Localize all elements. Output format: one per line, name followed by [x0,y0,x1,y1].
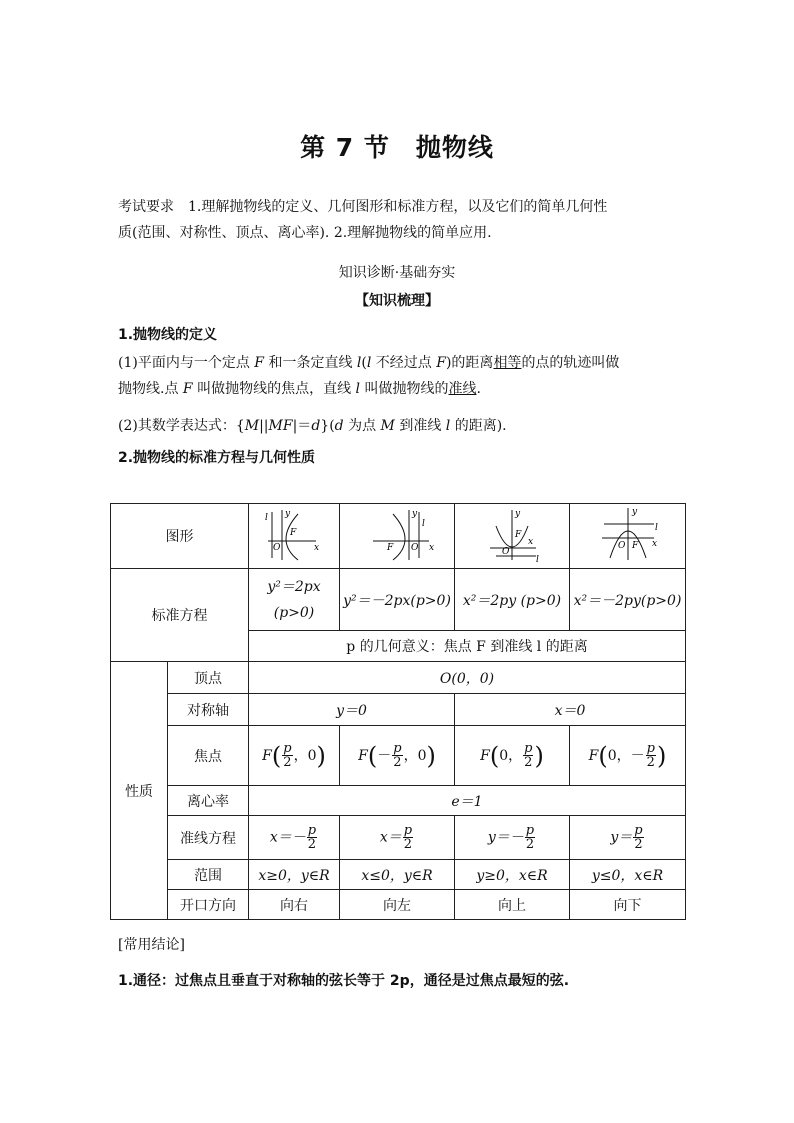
graph-right-opening [249,504,340,569]
focus-3 [455,726,570,786]
axis-label: 对称轴 [168,694,249,726]
text: F [358,747,368,764]
text: . [476,381,481,397]
text: 的距离). [450,418,507,434]
range-4: y≤0，x∈R [570,860,686,890]
text: || [259,418,269,434]
parabola-up-graph [472,504,552,564]
table-row [111,726,686,786]
table-row [111,662,686,694]
fraction [307,824,317,851]
text: y＝ [610,829,633,846]
focus-4 [570,726,686,786]
text: ， [403,747,418,764]
graph-label-F: F [631,541,638,551]
text: 2 [646,755,655,770]
conclusion-1: 1.通径：过焦点且垂直于对称轴的弦长等于 2p，通径是过焦点最短的弦. [118,973,570,989]
std-eq-1-line1: y²＝2px [267,578,321,595]
vertex-value: O(0，0) [249,662,686,694]
text: d [311,418,321,434]
graph-label-x: x [429,543,435,553]
text: ( [361,355,367,371]
range-label: 范围 [168,860,249,890]
parabola-down-graph [588,504,668,564]
axis-x: x＝0 [455,694,686,726]
std-eq-cell-1 [249,569,340,631]
paren: ( [598,741,608,770]
text: p [646,741,655,756]
graph-label-l: l [654,523,658,533]
text: p [525,823,535,838]
open-1: 向右 [249,890,340,920]
focus-2 [340,726,455,786]
std-eq-2: y²＝－2px(p>0) [340,569,455,631]
fraction [633,824,643,851]
graph-label-x: x [314,543,320,553]
std-eq-3: x²＝2py (p>0) [455,569,570,631]
graph-label-l: l [265,513,268,523]
paren: ) [426,741,436,770]
section-heading: 知识诊断·基础夯实 [338,265,456,281]
standard-heading: 2.抛物线的标准方程与几何性质 [118,450,316,466]
fraction [392,742,402,769]
directrix-label: 准线方程 [168,816,249,860]
directrix-1 [249,816,340,860]
text: d [334,418,344,434]
text: 2 [403,837,413,852]
std-eq-1-line2: (p>0) [273,604,315,621]
text: F [436,355,446,371]
text: ， [508,747,523,764]
graph-label-O: O [502,547,510,557]
open-3: 向上 [455,890,570,920]
vertex-label: 顶点 [168,662,249,694]
graph-label-F: F [515,530,522,540]
text: 2 [283,755,292,770]
graph-label-F: F [290,528,297,538]
fraction [282,742,292,769]
text: － [377,747,392,764]
exam-req-line1: 1.理解抛物线的定义、几何图形和标准方程，以及它们的简单几何性 [188,199,608,215]
exam-req-line2: 质(范围、对称性、顶点、离心率). 2.理解抛物线的简单应用. [118,225,492,241]
graph-label-y: y [285,509,291,519]
fraction [523,742,533,769]
text: 为点 [343,418,381,434]
text: x＝－ [269,829,306,846]
graph-label-F: F [387,543,394,553]
graph-down-opening [570,504,686,569]
graph-label-x: x [528,537,534,547]
graph-label-O: O [273,543,281,553]
focus-label: 焦点 [168,726,249,786]
graph-label-O: O [411,543,419,553]
text: 2 [393,755,402,770]
parabola-properties-table [110,503,686,920]
graph-label-y: y [412,509,418,519]
paren: ) [316,741,326,770]
underlined-answer: 准线 [448,381,477,397]
p-meaning: p 的几何意义：焦点 F 到准线 l 的距离 [249,631,686,662]
table-row [111,786,686,816]
text: |＝ [292,418,312,434]
text: p [283,741,292,756]
graph-label-x: x [651,539,657,549]
table-row [111,694,686,726]
text: M [244,418,260,434]
exam-req-label: 考试要求 [118,199,174,215]
table-row [111,569,686,631]
knowledge-subheading: 【知识梳理】 [355,293,439,309]
underlined-answer: 相等 [493,355,522,371]
text: 和一条定直线 [264,355,357,371]
text: F [480,747,490,764]
text: F [588,747,599,764]
text: MF [268,418,293,434]
paren: ( [271,741,282,770]
fraction [646,742,656,769]
std-eq-4: x²＝－2py(p>0) [570,569,686,631]
text: ， [616,747,631,764]
open-label: 开口方向 [168,890,249,920]
text: 叫做抛物线的焦点，直线 [192,381,356,397]
text: 抛物线.点 [118,381,183,397]
std-eq-label: 标准方程 [111,569,249,662]
text: (2)其数学表达式：{ [118,418,245,434]
text: 不经过点 [371,355,437,371]
range-2: x≤0，y∈R [340,860,455,890]
directrix-4 [570,816,686,860]
table-row [111,504,686,569]
graph-up-opening [455,504,570,569]
text: p [403,823,413,838]
table-row [111,816,686,860]
range-3: y≥0，x∈R [455,860,570,890]
text: 到准线 [394,418,446,434]
axis-y: y＝0 [249,694,455,726]
table-row [111,860,686,890]
text: M [380,418,395,434]
graph-label-y: y [631,507,637,517]
definition-heading: 1.抛物线的定义 [118,327,218,343]
text: l [356,355,362,371]
graph-label-O: O [617,541,625,551]
props-label: 性质 [111,662,168,920]
ecc-label: 离心率 [168,786,249,816]
graph-label-l: l [536,555,539,564]
text: F [182,381,193,397]
paren: ) [534,741,544,770]
paren: ( [367,741,378,770]
directrix-3 [455,816,570,860]
text: 0 [417,747,427,764]
text: p [524,741,533,756]
page-title: 第 7 节 抛物线 [300,133,494,162]
text: － [630,747,645,764]
text: l [366,355,372,371]
definition-paragraph-2 [118,413,684,439]
text: 的点的轨迹叫做 [521,355,620,371]
text: 0 [307,747,317,764]
definition-paragraph-1 [118,350,684,402]
graph-left-opening [340,504,455,569]
text: p [307,823,317,838]
parabola-right-graph [254,504,334,564]
exam-requirements [118,194,684,246]
text: ， [293,747,308,764]
text: x＝ [379,829,402,846]
text: y＝－ [487,829,524,846]
table-row [111,890,686,920]
text: p [393,741,402,756]
paren: ( [489,741,500,770]
fraction [403,824,413,851]
directrix-2 [340,816,455,860]
parabola-left-graph [357,504,437,564]
graph-label: 图形 [111,504,249,569]
text: 0 [607,747,617,764]
text: 叫做抛物线的 [360,381,449,397]
text: 2 [307,837,317,852]
text: (1)平面内与一个定点 [118,355,255,371]
text: 2 [634,837,643,852]
range-1: x≥0，y∈R [249,860,340,890]
text: )的距离 [445,355,494,371]
common-conclusion-heading: [常用结论] [118,937,185,953]
ecc-value: e＝1 [249,786,686,816]
text: p [634,823,643,838]
open-2: 向左 [340,890,455,920]
text: F [254,355,264,371]
fraction [525,824,535,851]
graph-label-y: y [515,509,521,519]
text: l [355,381,361,397]
text: 0 [499,747,509,764]
focus-1 [249,726,340,786]
text: l [445,418,451,434]
paren: ) [656,741,667,770]
open-4: 向下 [570,890,686,920]
text: F [262,747,272,764]
graph-label-l: l [422,519,425,529]
text: 2 [524,755,533,770]
text: 2 [525,837,535,852]
text: }( [320,418,335,434]
